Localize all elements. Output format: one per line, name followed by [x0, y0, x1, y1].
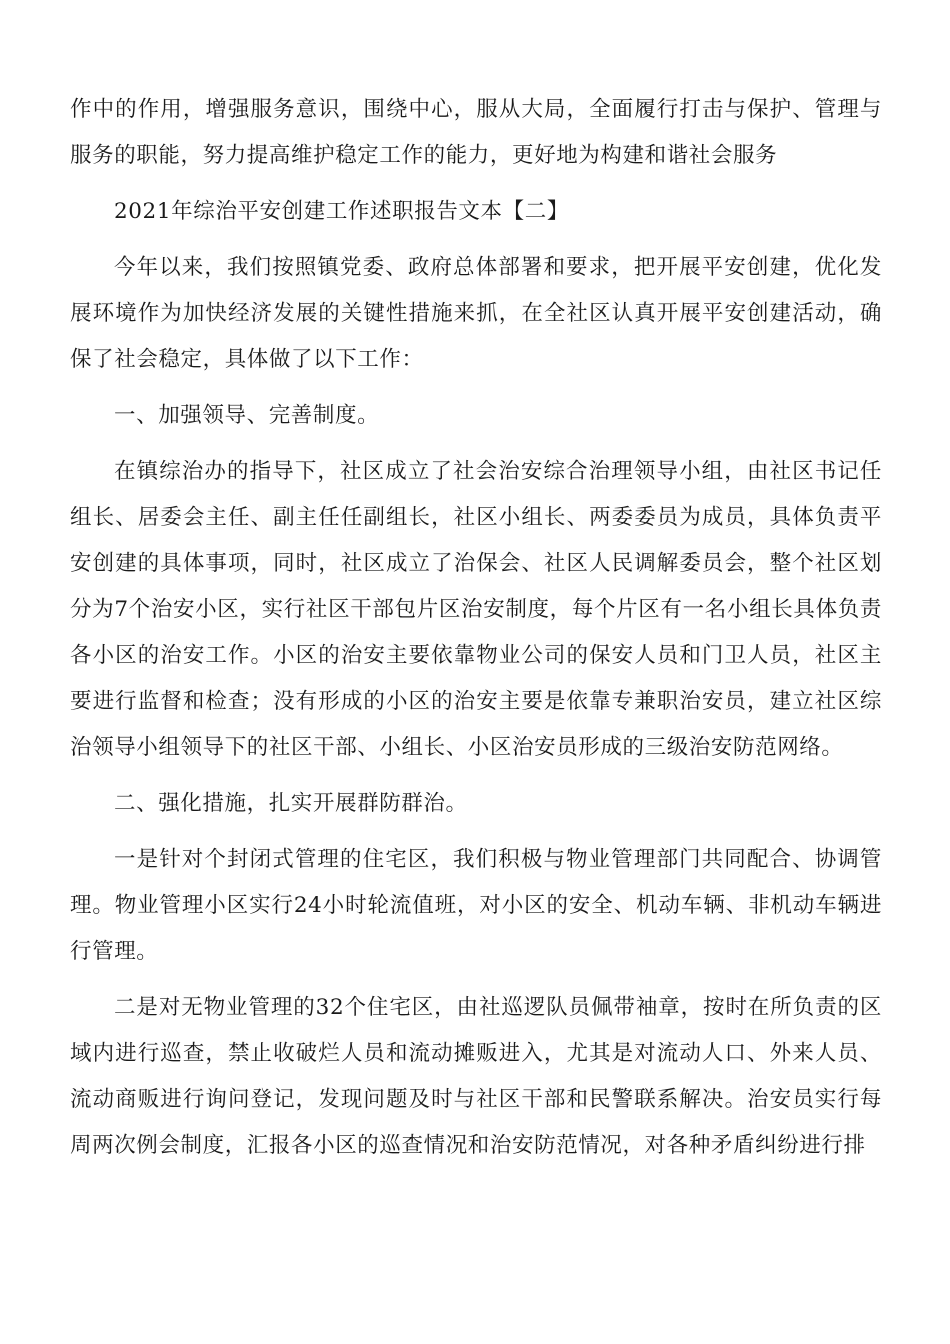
paragraph-leadership: 在镇综治办的指导下，社区成立了社会治安综合治理领导小组，由社区书记任组长、居委会主任、副主任任副组长，社区小组长、两委委员为成员，具体负责平安创建的具体事项，同时，社区成立了治保会、社区人民调解委员会，整个社区划分为7个治安小区，实行社区干部包片区治安制度，每个片区有一名小组长具体负责各小区的治安工作。小区的治安主要依靠物业公司的保安人员和门卫人员，社区主要进行监督和检查；没有形成的小区的治安主要是依靠专兼职治安员，建立社区综治领导小组领导下的社区干部、小组长、小区治安员形成的三级治安防范网络。	[70, 459, 882, 760]
section-heading: 2021年综治平安创建工作述职报告文本【二】	[114, 199, 569, 224]
paragraph-intro: 今年以来，我们按照镇党委、政府总体部署和要求，把开展平安创建，优化发展环境作为加快经济发展的关键性措施来抓，在全社区认真开展平安创建活动，确保了社会稳定，具体做了以下工作：	[70, 255, 882, 372]
paragraph-measure-one: 一是针对个封闭式管理的住宅区，我们积极与物业管理部门共同配合、协调管理。物业管理小区实行24小时轮流值班，对小区的安全、机动车辆、非机动车辆进行管理。	[70, 847, 882, 964]
heading-leadership: 一、加强领导、完善制度。	[114, 403, 380, 428]
document-body	[70, 87, 882, 1169]
paragraph-measure-two: 二是对无物业管理的32个住宅区，由社巡逻队员佩带袖章，按时在所负责的区域内进行巡查，禁止收破烂人员和流动摊贩进入，尤其是对流动人口、外来人员、流动商贩进行询问登记，发现问题及时与社区干部和民警联系解决。治安员实行每周两次例会制度，汇报各小区的巡查情况和治安防范情况，对各种矛盾纠纷进行排	[70, 995, 882, 1158]
paragraph-continuation: 作中的作用，增强服务意识，围绕中心，服从大局，全面履行打击与保护、管理与服务的职能，努力提高维护稳定工作的能力，更好地为构建和谐社会服务	[70, 97, 882, 168]
heading-measures: 二、强化措施，扎实开展群防群治。	[114, 791, 468, 816]
